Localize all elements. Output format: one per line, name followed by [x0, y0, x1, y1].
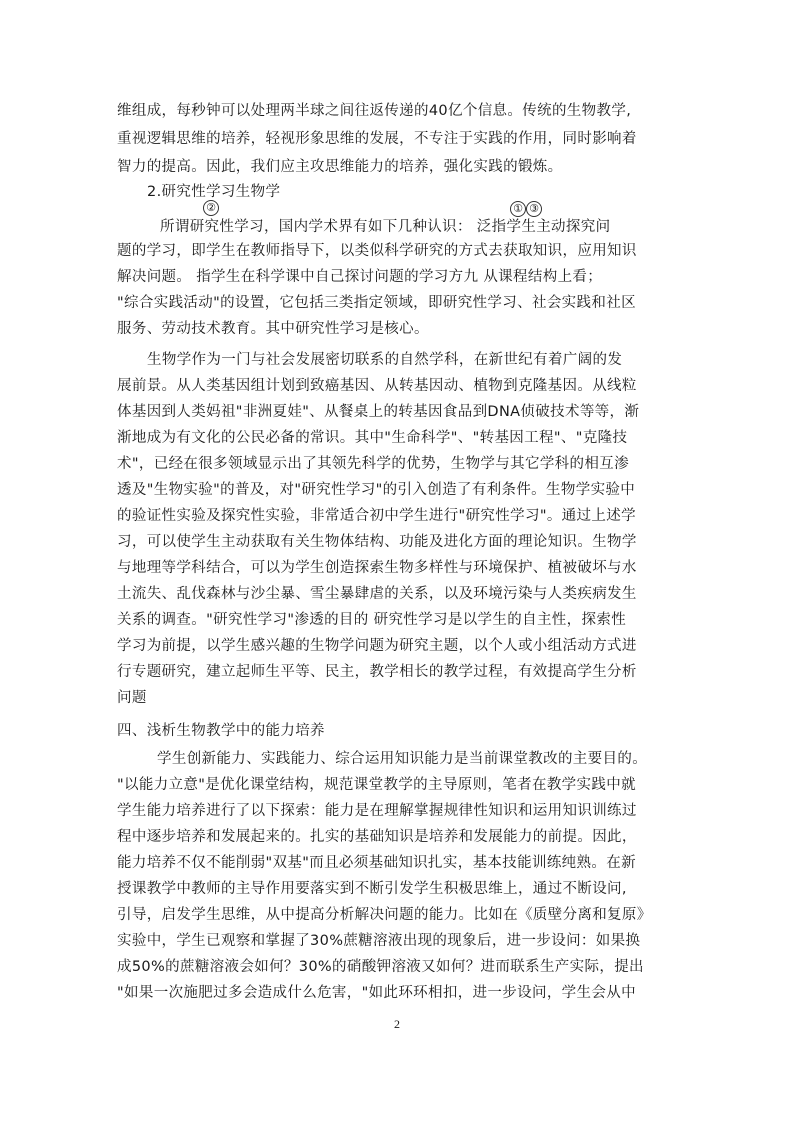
paragraph-line: 术"，已经在很多领域显示出了其领先科学的优势，生物学与其它学科的相互渗	[117, 456, 629, 472]
paragraph-line: 成50%的蔗糖溶液会如何？30%的硝酸钾溶液又如何？进而联系生产实际，提出	[117, 959, 644, 975]
paragraph-line: 渐地成为有文化的公民必备的常识。其中"生命科学"、"转基因工程"、"克隆技	[117, 430, 628, 446]
circled-marker-1: ①	[510, 201, 526, 217]
paragraph-line: 学习为前提，以学生感兴趣的生物学问题为研究主题，以个人或小组活动方式进	[117, 638, 637, 654]
circled-marker-3: ③	[526, 201, 542, 217]
paragraph-line: 题的学习，即学生在教师指导下，以类似科学研究的方式去获取知识，应用知识	[117, 243, 637, 259]
paragraph-line: 学生创新能力、实践能力、综合运用知识能力是当前课堂教改的主要目的。	[157, 751, 648, 767]
circled-marker-2: ②	[203, 200, 219, 216]
section-heading: 2.研究性学习生物学	[147, 184, 281, 200]
paragraph-line: 能力培养不仅不能削弱"双基"而且必须基础知识扎实，基本技能训练纯熟。在新	[117, 855, 636, 871]
paragraph-line: 展前景。从人类基因组计划到致癌基因、从转基因动、植物到克隆基因。从线粒	[117, 378, 637, 394]
paragraph-line: 授课教学中教师的主导作用要落实到不断引发学生积极思维上，通过不断设问,	[117, 881, 627, 897]
paragraph-line: "以能力立意"是优化课堂结构，规范课堂教学的主导原则，笔者在教学实践中就	[117, 777, 636, 793]
paragraph-line: 引导，启发学生思维，从中提高分析解决问题的能力。比如在《质壁分离和复原》	[117, 907, 652, 923]
page-number: 2	[394, 1017, 400, 1031]
paragraph-line: 维组成，每秒钟可以处理两半球之间往返传递的40亿个信息。传统的生物教学,	[117, 103, 632, 119]
section-heading: 四、浅析生物教学中的能力培养	[117, 723, 325, 739]
paragraph-line: 行专题研究，建立起师生平等、民主，教学相长的教学过程，有效提高学生分析	[117, 664, 637, 680]
paragraph-line: 的验证性实验及探究性实验，非常适合初中学生进行"研究性学习"。通过上述学	[117, 508, 636, 524]
paragraph-line: 生物学作为一门与社会发展密切联系的自然学科，在新世纪有着广阔的发	[147, 352, 623, 368]
paragraph-line: 与地理等学科结合，可以为学生创造探索生物多样性与环境保护、植被破坏与水	[117, 560, 637, 576]
paragraph-line: "如果一次施肥过多会造成什么危害，"如此环环相扣，进一步设问，学生会从中	[117, 985, 636, 1001]
paragraph-line: 透及"生物实验"的普及，对"研究性学习"的引入创造了有利条件。生物学实验中	[117, 482, 636, 498]
paragraph-line: 所谓研究性学习，国内学术界有如下几种认识： 泛指学生主动探究问	[160, 219, 611, 235]
paragraph-line: 智力的提高。因此，我们应主攻思维能力的培养，强化实践的锻炼。	[117, 159, 563, 175]
paragraph-line: 解决问题。 指学生在科学课中自己探讨问题的学习方九 从课程结构上看；	[117, 269, 603, 285]
paragraph-line: 土流失、乱伐森林与沙尘暴、雪尘暴肆虐的关系，以及环境污染与人类疾病发生	[117, 586, 637, 602]
paragraph-line: 习，可以使学生主动获取有关生物体结构、功能及进化方面的理论知识。生物学	[117, 534, 637, 550]
paragraph-line: 体基因到人类妈祖"非洲夏娃"、从餐桌上的转基因食品到DNA侦破技术等等，渐	[117, 404, 640, 420]
paragraph-line: 重视逻辑思维的培养，轻视形象思维的发展，不专注于实践的作用，同时影响着	[117, 131, 637, 147]
paragraph-line: 问题	[117, 690, 147, 706]
paragraph-line: "综合实践活动"的设置，它包括三类指定领域，即研究性学习、社会实践和社区	[117, 295, 636, 311]
paragraph-line: 服务、劳动技术教育。其中研究性学习是核心。	[117, 321, 429, 337]
paragraph-line: 学生能力培养进行了以下探索：能力是在理解掌握规律性知识和运用知识训练过	[117, 803, 637, 819]
paragraph-line: 程中逐步培养和发展起来的。扎实的基础知识是培养和发展能力的前提。因此，	[117, 829, 637, 845]
paragraph-line: 关系的调查。"研究性学习"渗透的目的 研究性学习是以学生的自主性，探索性	[117, 612, 627, 628]
paragraph-line: 实验中，学生已观察和掌握了30%蔗糖溶液出现的现象后，进一步设问：如果换	[117, 933, 641, 949]
